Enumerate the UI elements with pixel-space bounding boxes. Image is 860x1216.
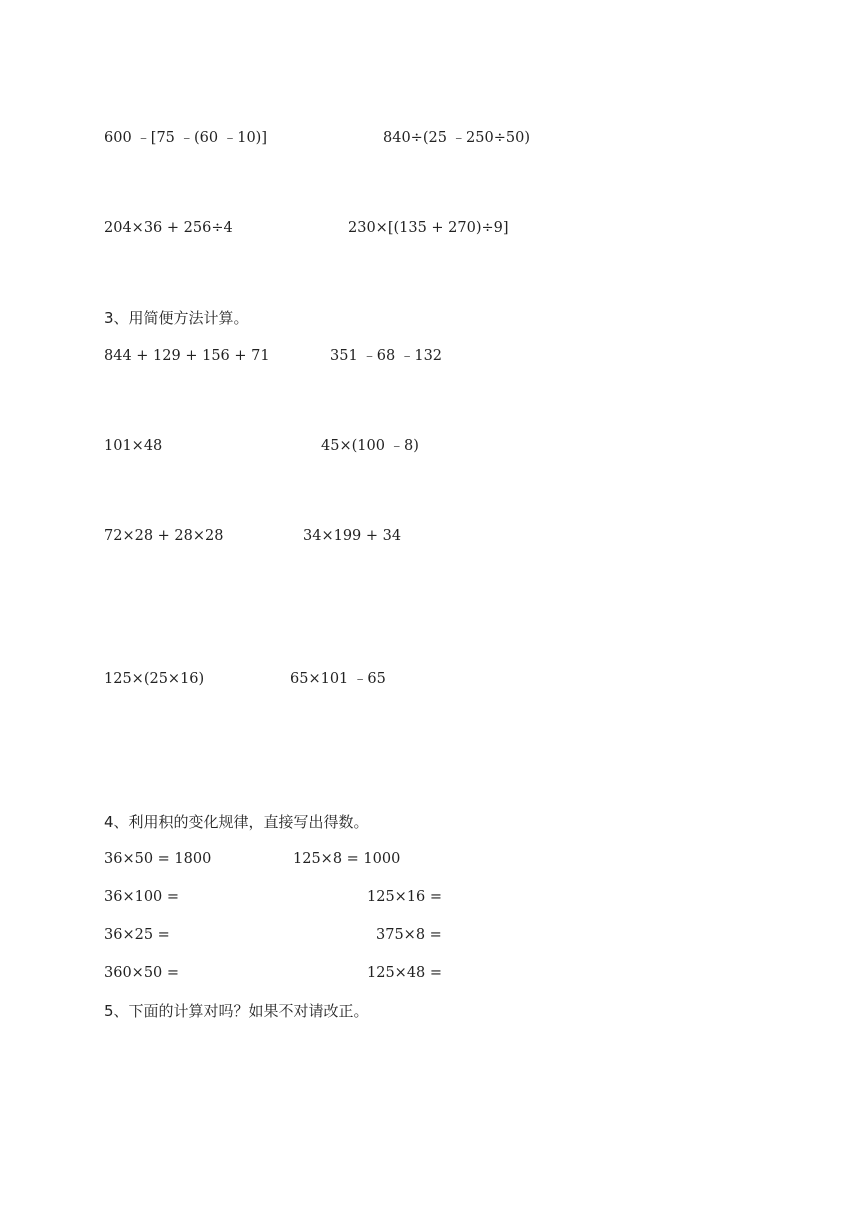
problem-expression: 125×8 = 1000 bbox=[293, 851, 401, 867]
problem-expression: 844 + 129 + 156 + 71 bbox=[104, 348, 270, 364]
problem-expression: 360×50 = bbox=[104, 965, 180, 981]
problem-expression: 375×8 = bbox=[376, 927, 442, 943]
problem-expression: 36×25 = bbox=[104, 927, 170, 943]
problem-expression: 65×101 ﹣65 bbox=[290, 671, 386, 687]
problem-expression: 351 ﹣68 ﹣132 bbox=[330, 348, 443, 364]
section-3-heading: 3、用简便方法计算。 bbox=[104, 309, 249, 327]
problem-expression: 125×48 = bbox=[367, 965, 443, 981]
problem-expression: 125×16 = bbox=[367, 889, 443, 905]
problem-expression: 45×(100 ﹣8) bbox=[321, 438, 419, 454]
problem-expression: 125×(25×16) bbox=[104, 671, 205, 687]
problem-expression: 230×[(135 + 270)÷9] bbox=[348, 220, 509, 236]
problem-expression: 204×36 + 256÷4 bbox=[104, 220, 233, 236]
problem-expression: 101×48 bbox=[104, 438, 163, 454]
problem-expression: 36×100 = bbox=[104, 889, 180, 905]
problem-expression: 840÷(25 ﹣250÷50) bbox=[383, 130, 530, 146]
section-5-heading: 5、下面的计算对吗？如果不对请改正。 bbox=[104, 1002, 369, 1020]
problem-expression: 34×199 + 34 bbox=[303, 528, 402, 544]
problem-expression: 36×50 = 1800 bbox=[104, 851, 212, 867]
problem-expression: 600 ﹣[75 ﹣(60 ﹣10)] bbox=[104, 130, 267, 146]
problem-expression: 72×28 + 28×28 bbox=[104, 528, 224, 544]
section-4-heading: 4、利用积的变化规律，直接写出得数。 bbox=[104, 813, 369, 831]
